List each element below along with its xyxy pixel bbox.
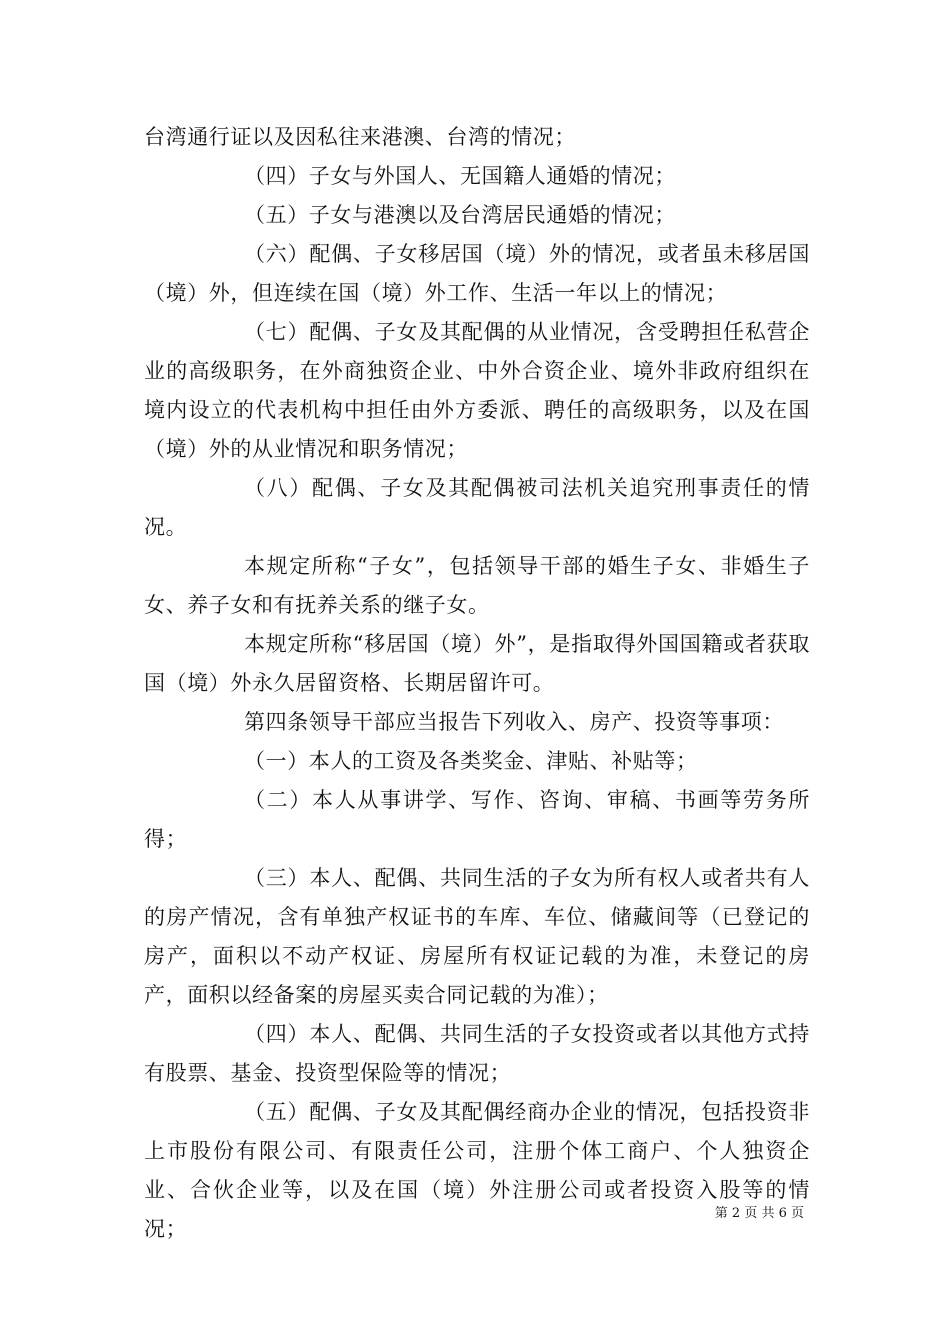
- paragraph: 台湾通行证以及因私往来港澳、台湾的情况；: [144, 125, 576, 149]
- paragraph: 第四条领导干部应当报告下列收入、房产、投资等事项：: [244, 710, 784, 734]
- document-body: [144, 118, 810, 1249]
- paragraph: （七）配偶、子女及其配偶的从业情况，含受聘担任私营企业的高级职务，在外商独资企业、中外合资企业、境外非政府组织在境内设立的代表机构中担任由外方委派、聘任的高级职务，以及在国（境）外的从业情况和职务情况；: [144, 320, 810, 461]
- page-number: 第 2 页 共 6 页: [714, 1206, 804, 1221]
- paragraph: （六）配偶、子女移居国（境）外的情况，或者虽未移居国（境）外，但连续在国（境）外工作、生活一年以上的情况；: [144, 242, 810, 305]
- paragraph: （四）子女与外国人、无国籍人通婚的情况；: [244, 164, 676, 188]
- paragraph: （八）配偶、子女及其配偶被司法机关追究刑事责任的情况。: [144, 476, 810, 539]
- paragraph: （四）本人、配偶、共同生活的子女投资或者以其他方式持有股票、基金、投资型保险等的情况；: [144, 1022, 810, 1085]
- paragraph: （五）配偶、子女及其配偶经商办企业的情况，包括投资非上市股份有限公司、有限责任公司，注册个体工商户、个人独资企业、合伙企业等，以及在国（境）外注册公司或者投资入股等的情况；: [144, 1100, 810, 1241]
- paragraph: 本规定所称“子女”，包括领导干部的婚生子女、非婚生子女、养子女和有抚养关系的继子女。: [144, 554, 810, 617]
- paragraph: （二）本人从事讲学、写作、咨询、审稿、书画等劳务所得；: [144, 788, 810, 851]
- paragraph: （三）本人、配偶、共同生活的子女为所有权人或者共有人的房产情况，含有单独产权证书的车库、车位、储藏间等（已登记的房产，面积以不动产权证、房屋所有权证记载的为准，未登记的房产，面积以经备案的房屋买卖合同记载的为准）；: [144, 866, 810, 1007]
- paragraph: （五）子女与港澳以及台湾居民通婚的情况；: [244, 203, 676, 227]
- paragraph: （一）本人的工资及各类奖金、津贴、补贴等；: [244, 749, 698, 773]
- paragraph: 本规定所称“移居国（境）外”，是指取得外国国籍或者获取国（境）外永久居留资格、长期居留许可。: [144, 632, 810, 695]
